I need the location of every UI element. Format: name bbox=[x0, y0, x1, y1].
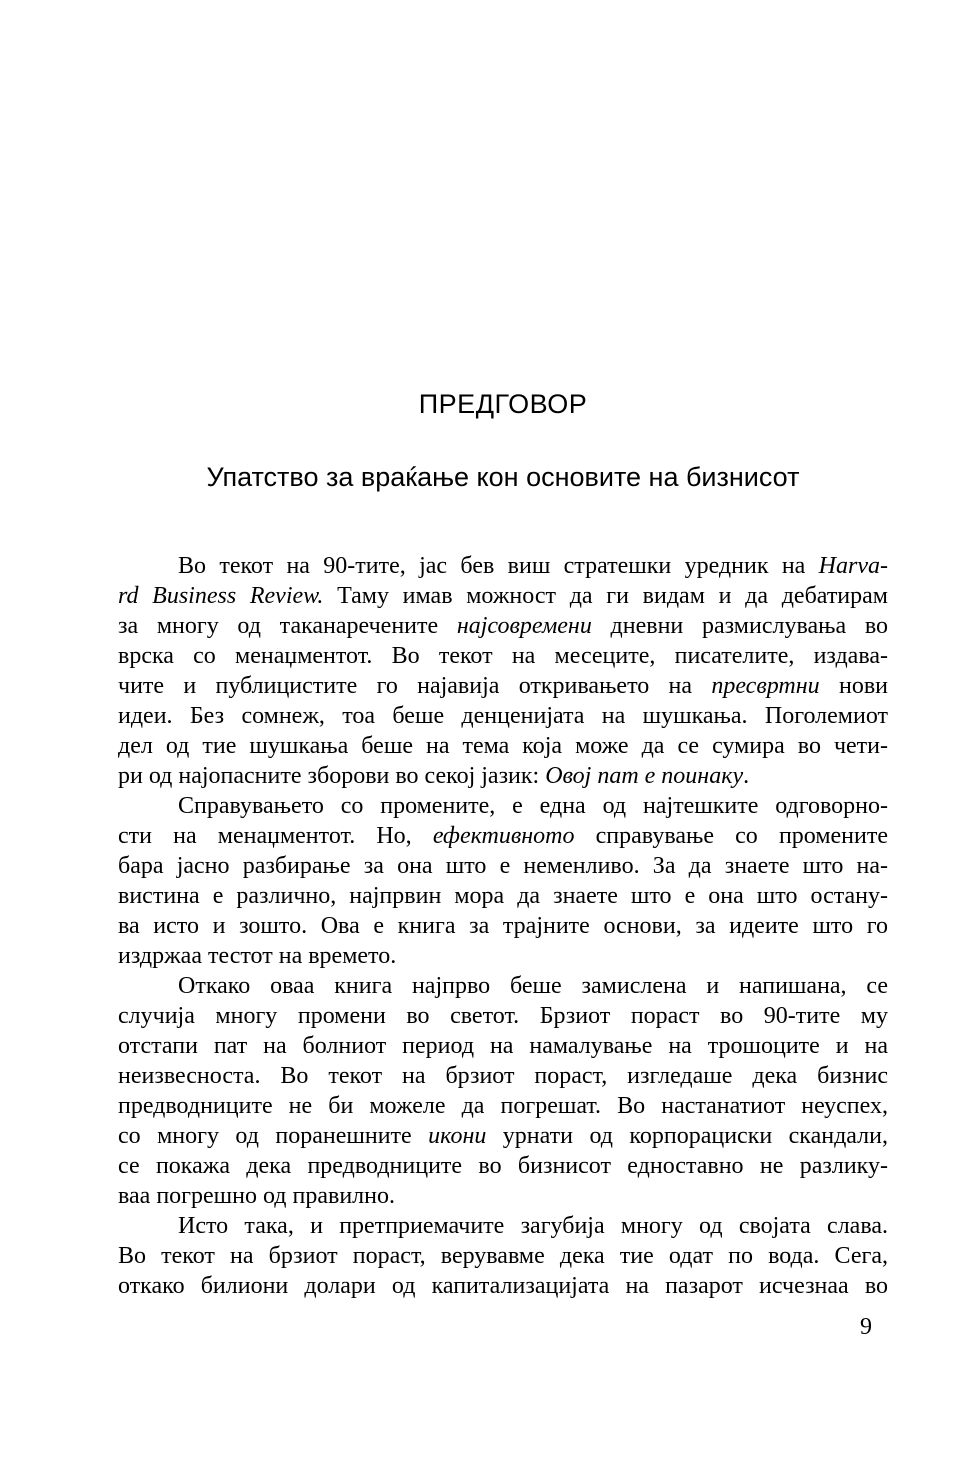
text-segment: . bbox=[743, 763, 750, 789]
text-line bbox=[118, 821, 888, 851]
text-segment: Во текот на 90-тите, јас бев виш стратешки уредник на bbox=[178, 553, 819, 579]
text-line bbox=[118, 1271, 888, 1301]
italic-text-segment: Овој пат е поинаку bbox=[545, 763, 744, 789]
text-segment: нови bbox=[819, 673, 888, 699]
paragraph bbox=[118, 971, 888, 1211]
italic-text-segment: икони bbox=[428, 1123, 487, 1149]
text-line bbox=[118, 1241, 888, 1271]
text-segment: справување со промените bbox=[574, 823, 889, 849]
text-segment: Справувањето со промените, е една од најтешките одговорно- bbox=[178, 793, 888, 819]
text-line bbox=[118, 1151, 888, 1181]
text-segment: сти на менаџментот. Но, bbox=[118, 823, 433, 849]
text-line bbox=[118, 1181, 888, 1211]
italic-text-segment: Harva- bbox=[818, 553, 888, 579]
text-line bbox=[118, 1211, 888, 1241]
paragraph bbox=[118, 791, 888, 971]
text-segment: Исто така, и претприемачите загубија многу од својата слава. bbox=[178, 1213, 888, 1239]
text-segment: идеи. Без сомнеж, тоа беше денценијата на шушкања. Поголемиот bbox=[118, 703, 888, 729]
text-line bbox=[118, 1031, 888, 1061]
text-line bbox=[118, 581, 888, 611]
text-line bbox=[118, 761, 888, 791]
body-text bbox=[118, 551, 888, 1301]
text-line bbox=[118, 551, 888, 581]
text-segment: неизвесноста. Во текот на брзиот пораст, изгледаше дека бизнис bbox=[118, 1063, 888, 1089]
text-segment: откако билиони долари од капитализацијата на пазарот исчезнаа во bbox=[118, 1273, 888, 1299]
paragraph bbox=[118, 551, 888, 791]
text-segment: дневни размислувања во bbox=[591, 613, 888, 639]
text-line bbox=[118, 851, 888, 881]
page-title: ПРЕДГОВОР bbox=[418, 389, 588, 419]
italic-text-segment: пресвртни bbox=[711, 673, 820, 699]
text-segment: случија многу промени во светот. Брзиот пораст во 90-тите му bbox=[118, 1003, 888, 1029]
text-line bbox=[118, 731, 888, 761]
text-line bbox=[118, 1121, 888, 1151]
text-line bbox=[118, 1061, 888, 1091]
text-segment: издржаа тестот на времето. bbox=[118, 943, 397, 969]
page-content bbox=[118, 0, 888, 1342]
text-line bbox=[118, 611, 888, 641]
italic-text-segment: rd Business Review. bbox=[118, 583, 324, 609]
text-segment: ва исто и зошто. Ова е книга за трајните основи, за идеите што го bbox=[118, 913, 888, 939]
text-segment: се покажа дека предводниците во бизнисот едноставно не разлику- bbox=[118, 1153, 888, 1179]
page-number: 9 bbox=[860, 1314, 872, 1340]
text-segment: за многу од таканаречените bbox=[118, 613, 457, 639]
text-segment: урнати од корпорациски скандали, bbox=[486, 1123, 888, 1149]
text-line bbox=[118, 701, 888, 731]
text-line bbox=[118, 641, 888, 671]
italic-text-segment: најсовремени bbox=[456, 613, 592, 639]
text-line bbox=[118, 881, 888, 911]
text-segment: ваа погрешно од правилно. bbox=[118, 1183, 395, 1209]
text-segment: предводниците не би можеле да погрешат. Во настанатиот неуспех, bbox=[118, 1093, 888, 1119]
text-segment: ри од најопасните зборови во секој јазик: bbox=[118, 763, 546, 789]
text-segment: дел од тие шушкања беше на тема која може да се сумира во чети- bbox=[118, 733, 888, 759]
text-line bbox=[118, 791, 888, 821]
text-line bbox=[118, 1001, 888, 1031]
text-line bbox=[118, 971, 888, 1001]
text-segment: Во текот на брзиот пораст, верувавме дека тие одат по вода. Сега, bbox=[118, 1243, 888, 1269]
text-segment: отстапи пат на болниот период на намалување на трошоците и на bbox=[118, 1033, 888, 1059]
text-segment: чите и публицистите го најавија откривањето на bbox=[118, 673, 712, 699]
text-segment: со многу од поранешните bbox=[118, 1123, 429, 1149]
text-segment: бара јасно разбирање за она што е неменливо. За да знаете што на- bbox=[118, 853, 888, 879]
text-segment: Таму имав можност да ги видам и да дебатирам bbox=[323, 583, 888, 609]
text-line bbox=[118, 671, 888, 701]
text-segment: Откако оваа книга најпрво беше замислена и напишана, се bbox=[178, 973, 888, 999]
text-line bbox=[118, 1091, 888, 1121]
text-segment: врска со менаџментот. Во текот на месеците, писателите, издава- bbox=[118, 643, 888, 669]
page-subtitle: Упатство за враќање кон основите на бизнисот bbox=[206, 462, 800, 492]
text-segment: вистина е различно, најпрвин мора да знаете што е она што остану- bbox=[118, 883, 888, 909]
text-line bbox=[118, 911, 888, 941]
paragraph bbox=[118, 1211, 888, 1301]
text-line bbox=[118, 941, 888, 971]
italic-text-segment: ефективното bbox=[432, 823, 575, 849]
